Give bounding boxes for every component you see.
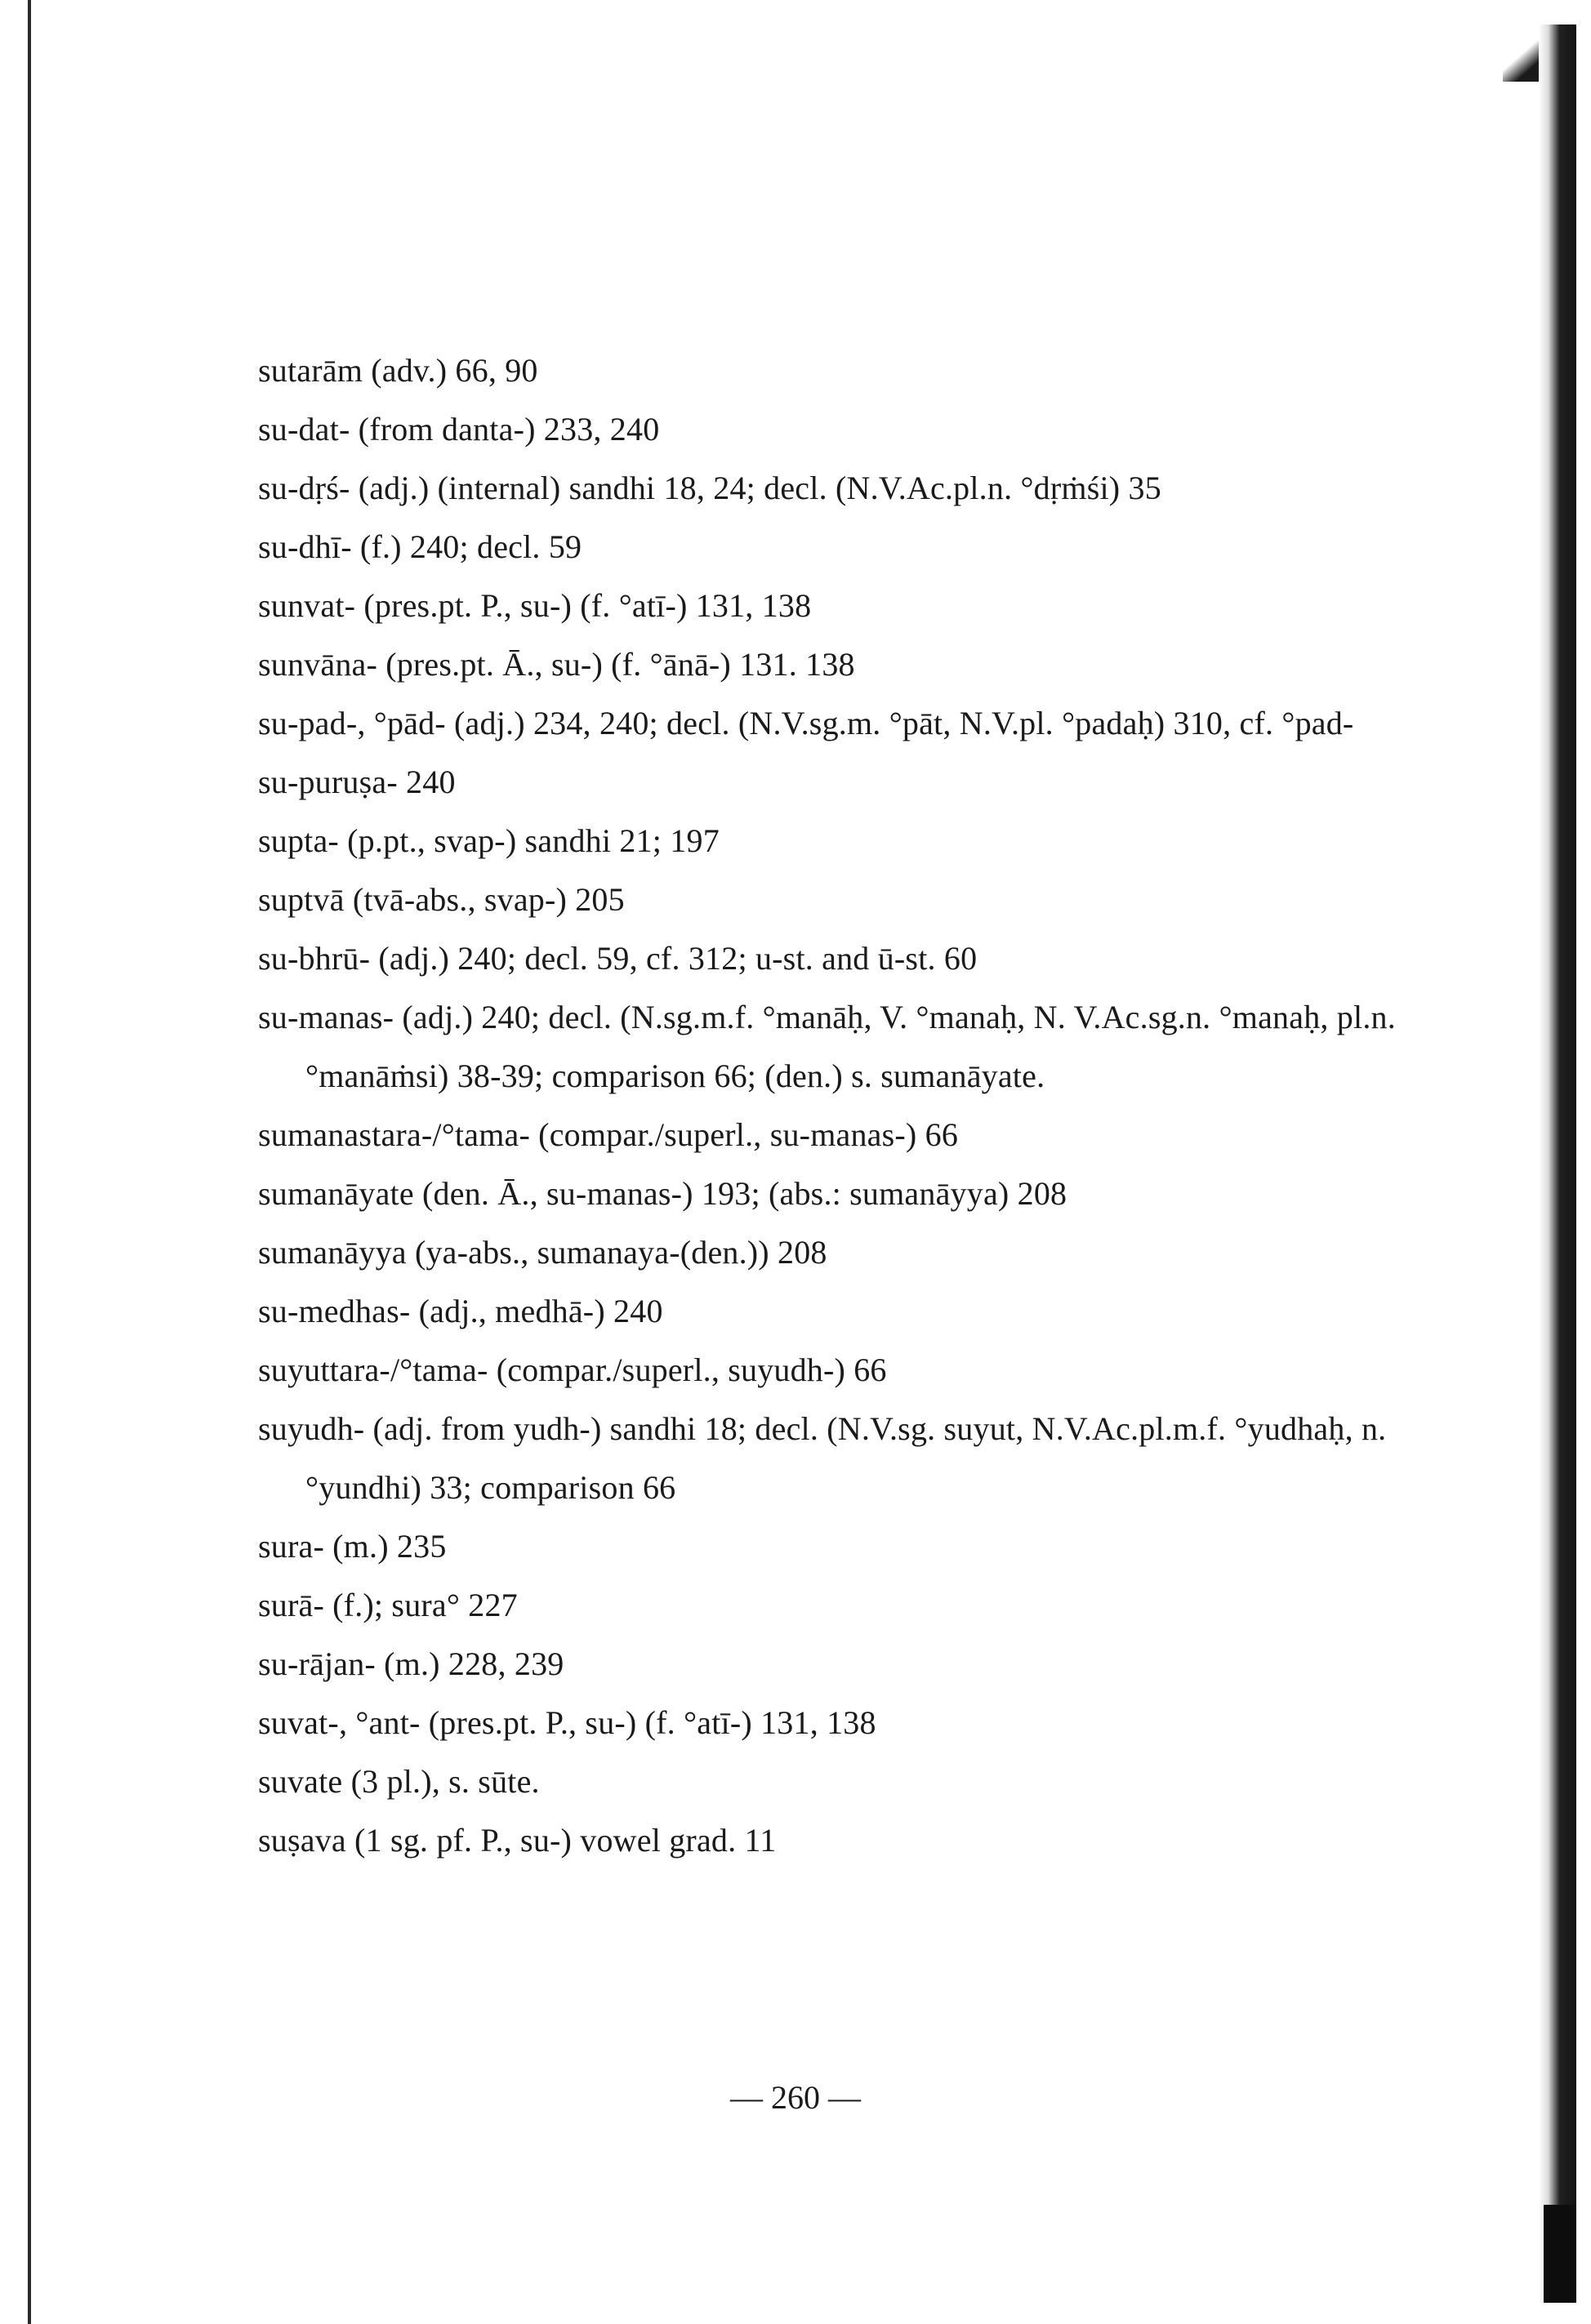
index-entry: sura- (m.) 235: [258, 1528, 447, 1565]
index-entry: suṣava (1 sg. pf. P., su-) vowel grad. 11: [258, 1822, 777, 1859]
index-entry: su-medhas- (adj., medhā-) 240: [258, 1293, 663, 1329]
index-entry: su-dhī- (f.) 240; decl. 59: [258, 528, 582, 565]
index-entry: suyudh- (adj. from yudh-) sandhi 18; decl. (N.V.sg. suyut, N.V.Ac.pl.m.f. °yudhaḥ, n. °yundhi) 33; comparison 66: [258, 1410, 1387, 1506]
page-number: — 260 —: [730, 2079, 861, 2116]
index-entries: [258, 341, 1418, 1870]
index-entry: su-dat- (from danta-) 233, 240: [258, 411, 660, 447]
index-entry: su-bhrū- (adj.) 240; decl. 59, cf. 312; u-st. and ū-st. 60: [258, 940, 978, 977]
index-entry: su-pad-, °pād- (adj.) 234, 240; decl. (N.V.sg.m. °pāt, N.V.pl. °padaḥ) 310, cf. °pad-: [258, 705, 1354, 741]
index-entry: suyuttara-/°tama- (compar./superl., suyudh-) 66: [258, 1351, 887, 1388]
index-entry: supta- (p.pt., svap-) sandhi 21; 197: [258, 822, 720, 859]
index-entry: sunvat- (pres.pt. P., su-) (f. °atī-) 131, 138: [258, 587, 812, 624]
index-entry: sumanāyya (ya-abs., sumanaya-(den.)) 208: [258, 1234, 827, 1271]
index-entry: sutarām (adv.) 66, 90: [258, 352, 538, 389]
index-entry: su-dṛś- (adj.) (internal) sandhi 18, 24; decl. (N.V.Ac.pl.n. °dṛṁśi) 35: [258, 470, 1161, 506]
index-entry: sumanastara-/°tama- (compar./superl., su-manas-) 66: [258, 1116, 959, 1153]
index-entry: suvat-, °ant- (pres.pt. P., su-) (f. °atī-) 131, 138: [258, 1704, 876, 1741]
index-entry: su-rājan- (m.) 228, 239: [258, 1645, 564, 1682]
index-entry: su-manas- (adj.) 240; decl. (N.sg.m.f. °manāḥ, V. °manaḥ, N. V.Ac.sg.n. °manaḥ, pl.n. °manāṁsi) 38-39; comparison 66; (den.) s. sumanāyate.: [258, 999, 1396, 1094]
scan-edge-bottom: [1544, 2205, 1576, 2303]
index-entry: surā- (f.); sura° 227: [258, 1587, 518, 1623]
index-entry: su-puruṣa- 240: [258, 764, 456, 800]
index-entry: sumanāyate (den. Ā., su-manas-) 193; (abs.: sumanāyya) 208: [258, 1175, 1067, 1212]
index-entry: suvate (3 pl.), s. sūte.: [258, 1763, 540, 1800]
index-entry: suptvā (tvā-abs., svap-) 205: [258, 881, 625, 918]
scan-border-left: [28, 0, 31, 2324]
index-entry: sunvāna- (pres.pt. Ā., su-) (f. °ānā-) 131. 138: [258, 646, 855, 683]
scan-edge-right: [1539, 24, 1576, 2303]
